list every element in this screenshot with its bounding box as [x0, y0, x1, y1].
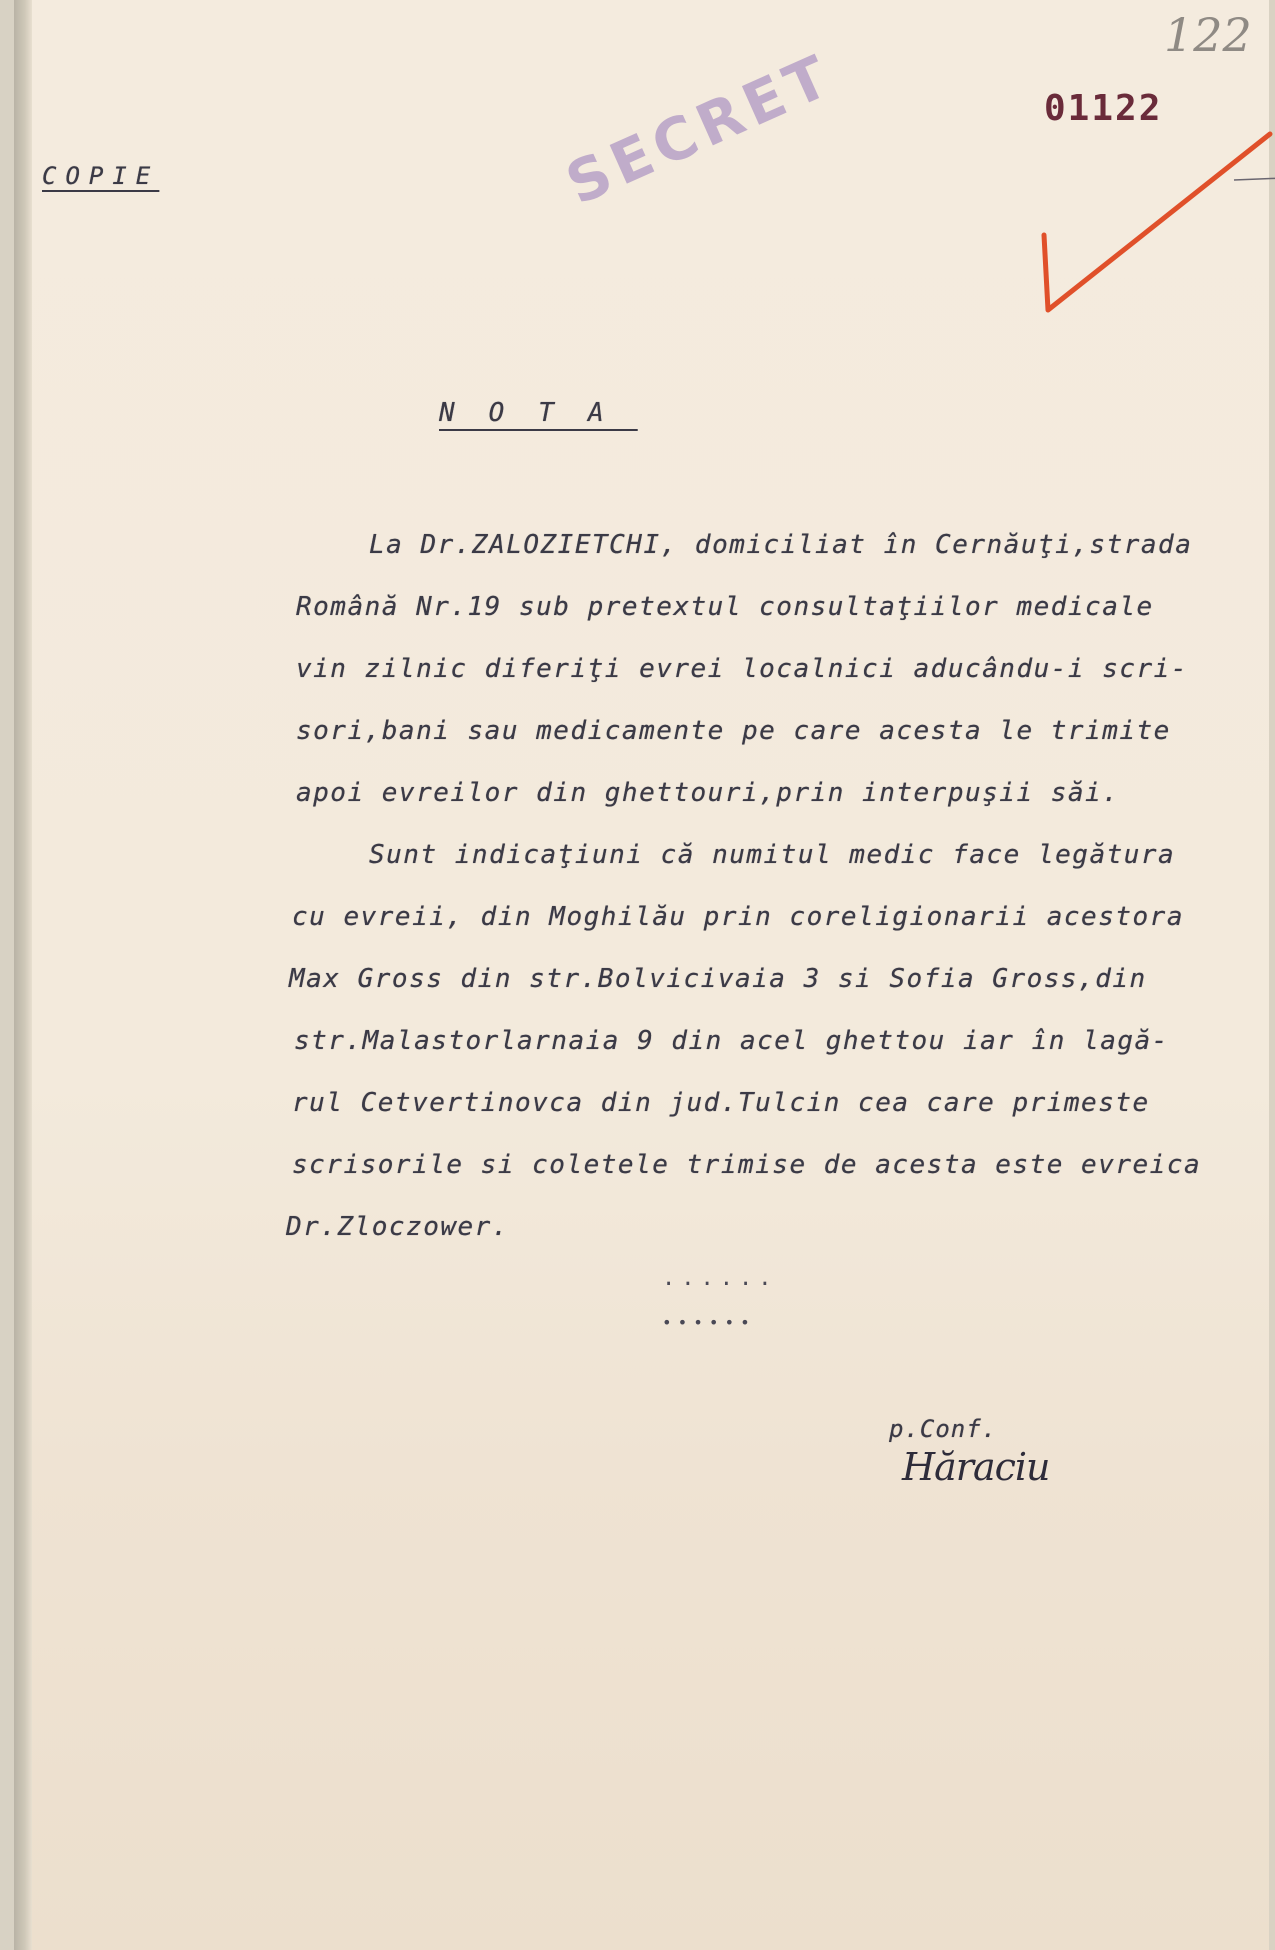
secret-stamp: SECRET — [556, 40, 844, 218]
body-line: cu evreii, din Moghilău prin coreligionarii acestora — [292, 902, 1184, 932]
body-line: rul Cetvertinovca din jud.Tulcin cea care primeste — [292, 1088, 1150, 1118]
body-line: scrisorile si coletele trimise de acesta este evreica — [292, 1150, 1202, 1180]
body-line: apoi evreilor din ghettouri,prin interpuşii săi. — [296, 778, 1120, 808]
body-line: sori,bani sau medicamente pe care acesta le trimite — [296, 716, 1171, 746]
body-line: str.Malastorlarnaia 9 din acel ghettou iar în lagă- — [294, 1026, 1169, 1056]
body-line: Sunt indicaţiuni că numitul medic face legătura — [369, 840, 1176, 870]
body-line: Max Gross din str.Bolvicivaia 3 si Sofia Gross,din — [289, 964, 1147, 994]
handwritten-signature: Hăraciu — [902, 1445, 1050, 1489]
body-line: La Dr.ZALOZIETCHI, domiciliat în Cernăuţi,strada — [369, 530, 1193, 560]
separator-dots: ...... — [662, 1266, 778, 1291]
body-line: Dr.Zloczower. — [286, 1212, 509, 1242]
page-edge-left — [14, 0, 32, 1950]
signature-label: p.Conf. — [889, 1415, 998, 1443]
body-line: vin zilnic diferiţi evrei localnici aducându-i scri- — [296, 654, 1188, 684]
body-line: Română Nr.19 sub pretextul consultaţiilor medicale — [296, 592, 1154, 622]
copie-label: COPIE — [42, 162, 160, 190]
document-title: NOTA — [439, 398, 638, 428]
separator-bullets: •••••• — [662, 1313, 756, 1332]
pencil-folio-number: 122 — [1164, 8, 1252, 62]
document-page — [14, 0, 1275, 1950]
red-check-mark-icon — [1034, 120, 1275, 350]
document-number: 01122 — [1044, 88, 1163, 129]
